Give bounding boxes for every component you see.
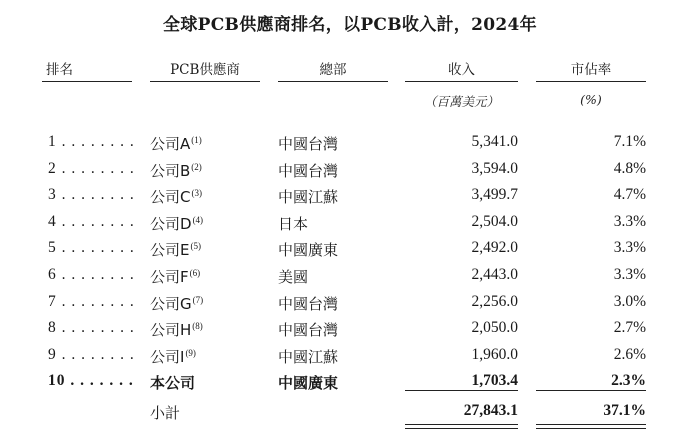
supplier-name: 公司A (150, 135, 191, 153)
supplier-cell (150, 239, 201, 260)
supplier-cell (150, 160, 202, 181)
supplier-name: 公司I (150, 347, 185, 366)
table-row (0, 186, 700, 210)
table-row (0, 266, 700, 290)
share-cell: 4.8% (613, 159, 646, 177)
share-cell: 2.3% (611, 372, 646, 390)
revenue-cell: 2,492.0 (471, 239, 518, 257)
rank-cell: 9 . . . . . . . . (48, 345, 135, 363)
rank-cell: 5 . . . . . . . . (48, 239, 135, 257)
rank-cell: 8 . . . . . . . . (48, 319, 135, 337)
header-revenue: 收入 (405, 62, 518, 82)
table-row (0, 133, 700, 157)
rank-cell: 7 . . . . . . . . (48, 292, 135, 310)
supplier-cell (150, 266, 200, 287)
revenue-cell: 1,703.4 (471, 372, 518, 390)
revenue-cell: 2,504.0 (471, 212, 518, 230)
revenue-cell: 5,341.0 (471, 133, 518, 150)
unit-share: (%) (580, 92, 602, 107)
table-row (0, 346, 700, 370)
header-supplier: PCB供應商 (150, 62, 260, 82)
rank-cell: 10 . . . . . . . (48, 372, 134, 390)
supplier-name: 公司G (150, 294, 192, 313)
footnote-marker: (3) (191, 188, 202, 199)
revenue-cell: 1,960.0 (471, 345, 518, 363)
supplier-cell (150, 293, 203, 314)
footnote-marker: (7) (192, 294, 204, 305)
supplier-name: 公司E (150, 241, 190, 260)
supplier-cell (150, 213, 203, 234)
rank-cell: 4 . . . . . . . . (48, 212, 135, 230)
footnote-marker: (5) (190, 241, 201, 252)
footnote-marker: (8) (192, 321, 203, 332)
subtotal-revenue: 27,843.1 (463, 402, 518, 419)
subtotal-rule-revenue (405, 390, 518, 391)
table-row (0, 319, 700, 343)
hq-cell: 中國廣東 (278, 241, 339, 260)
header-rank: 排名 (42, 62, 132, 82)
hq-cell: 中國江蘇 (278, 188, 339, 207)
supplier-name: 本公司 (150, 374, 196, 393)
hq-cell: 中國廣東 (278, 374, 339, 393)
share-cell: 3.3% (613, 239, 646, 257)
rank-cell: 2 . . . . . . . . (48, 159, 135, 177)
hq-cell: 中國台灣 (278, 294, 339, 313)
supplier-name: 公司H (150, 321, 192, 340)
share-cell: 7.1% (613, 133, 646, 150)
supplier-cell (150, 346, 196, 367)
footnote-marker: (6) (189, 268, 201, 278)
share-cell: 3.3% (613, 266, 646, 283)
share-cell: 3.3% (613, 212, 646, 230)
rank-cell: 1 . . . . . . . . (48, 133, 135, 150)
subtotal-row (0, 402, 700, 426)
rank-cell: 3 . . . . . . . . (48, 186, 135, 204)
supplier-name: 公司B (150, 161, 191, 180)
share-cell: 2.6% (613, 345, 646, 363)
footnote-marker: (4) (192, 214, 204, 225)
supplier-cell (150, 186, 202, 207)
hq-cell: 中國台灣 (278, 135, 339, 153)
supplier-cell (150, 319, 203, 340)
unit-revenue: （百萬美元） (423, 94, 499, 109)
header-share: 市佔率 (536, 62, 646, 82)
table-row (0, 293, 700, 317)
supplier-cell (150, 133, 202, 154)
supplier-name: 公司D (150, 214, 192, 233)
table-title: 全球PCB供應商排名，以PCB收入計，2024年 (163, 15, 537, 35)
share-cell: 4.7% (613, 186, 646, 204)
table-row (0, 213, 700, 237)
revenue-cell: 3,499.7 (471, 186, 518, 204)
rank-cell: 6 . . . . . . . . (48, 266, 135, 283)
revenue-cell: 3,594.0 (471, 159, 518, 177)
subtotal-label: 小計 (150, 404, 181, 422)
supplier-cell (150, 372, 195, 393)
hq-cell: 中國台灣 (278, 321, 339, 340)
share-cell: 3.0% (613, 292, 646, 310)
revenue-cell: 2,256.0 (471, 292, 518, 310)
hq-cell: 中國江蘇 (278, 347, 339, 366)
subtotal-rule-share (536, 390, 646, 391)
table-row (0, 160, 700, 184)
revenue-cell: 2,443.0 (471, 266, 518, 283)
header-hq: 總部 (278, 62, 388, 82)
footnote-marker: (9) (185, 347, 196, 358)
subtotal-share: 37.1% (603, 402, 646, 419)
total-double-rule-share (536, 424, 646, 429)
footnote-marker: (1) (191, 135, 202, 145)
revenue-cell: 2,050.0 (471, 319, 518, 337)
table-row (0, 239, 700, 263)
total-double-rule-revenue (405, 424, 518, 429)
hq-cell: 美國 (278, 268, 309, 286)
share-cell: 2.7% (613, 319, 646, 337)
footnote-marker: (2) (191, 161, 202, 172)
table-row (0, 372, 700, 396)
supplier-name: 公司F (150, 268, 189, 286)
hq-cell: 日本 (278, 214, 309, 233)
supplier-name: 公司C (150, 188, 191, 207)
hq-cell: 中國台灣 (278, 161, 339, 180)
